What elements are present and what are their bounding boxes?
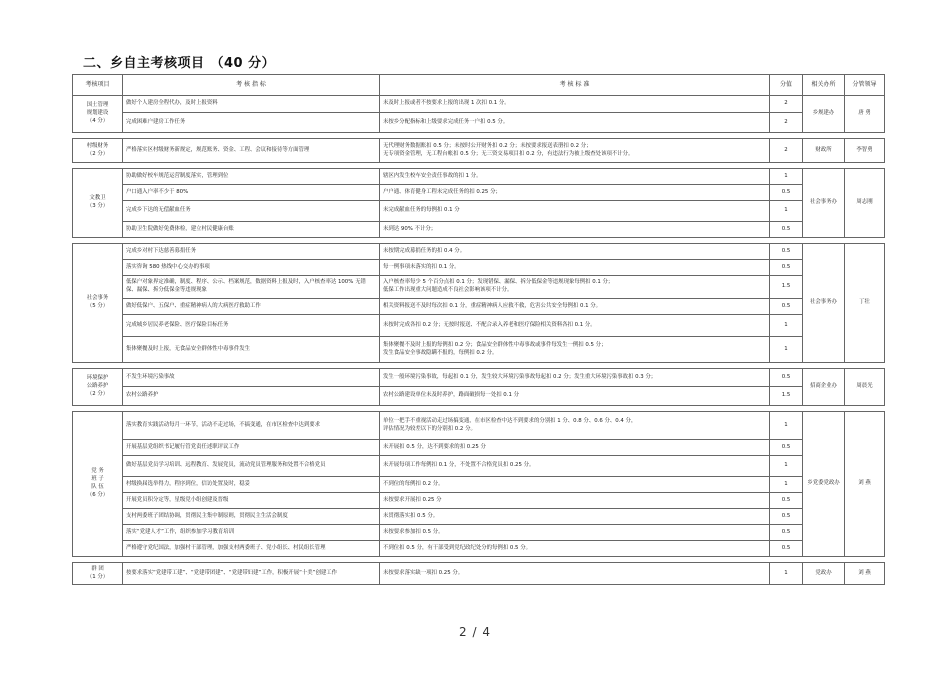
indicator-cell: 按要求落实“党建带工建”、“党建带团建”、“党建带妇建”工作，积极开展“十美”创建工作: [123, 563, 380, 585]
indicator-cell: 开展党员积分定等，星级党小组创建及晋级: [123, 493, 380, 509]
standard-cell: 辖区内发生校车安全责任事故的扣 1 分。: [380, 169, 770, 185]
standard-cell: 每一例事项未落实的扣 0.1 分。: [380, 260, 770, 276]
table-row: [73, 260, 885, 276]
score-cell: 1: [770, 201, 803, 222]
standard-cell: 未按期完成募捐任务的扣 0.4 分。: [380, 244, 770, 260]
indicator-cell: 完成乡下达的无偿献血任务: [123, 201, 380, 222]
score-cell: 0.5: [770, 299, 803, 315]
score-cell: 1: [770, 315, 803, 337]
indicator-cell: 落实“党建人才”工作，组织参加学习教育培训: [123, 525, 380, 541]
score-cell: 0.5: [770, 440, 803, 456]
group-name: 社会事务 （5 分）: [73, 244, 123, 363]
group-name: 国土管理 规划建设 （4 分）: [73, 96, 123, 133]
header-leader: 分管领导: [845, 75, 885, 96]
leader-cell: 周志刚: [845, 169, 885, 238]
standard-cell: 未开展每项工作每例扣 0.1 分，不处置不合格党员扣 0.25 分。: [380, 456, 770, 477]
table-row: [73, 387, 885, 406]
table-row: [73, 412, 885, 440]
office-cell: 社会事务办: [803, 244, 845, 363]
score-cell: 0.5: [770, 222, 803, 238]
indicator-cell: 协助做好校车规范运营制度落实，管理到位: [123, 169, 380, 185]
standard-cell: 未按要求落实缺一项扣 0.25 分。: [380, 563, 770, 585]
section-title: 二、乡自主考核项目: [83, 56, 205, 71]
table-row: [73, 222, 885, 238]
group-name: 党 务 班 子 队 伍 （6 分）: [73, 412, 123, 557]
indicator-cell: 完成城乡居民养老保险、医疗保险目标任务: [123, 315, 380, 337]
indicator-cell: 落实咨询 580 热线中心交办的事项: [123, 260, 380, 276]
score-cell: 0.5: [770, 509, 803, 525]
score-cell: 1: [770, 337, 803, 363]
table-row: [73, 563, 885, 585]
office-cell: 财政所: [803, 139, 845, 163]
indicator-cell: 农村公路养护: [123, 387, 380, 406]
header-item: 考核项目: [73, 75, 123, 96]
standard-cell: 入户核查率每少 5 个百分点扣 0.1 分；发现错保、漏保、拆分低保金等违规现象每例扣 0.1 分； 低保工作出现重大问题造成不良社会影响该项不计分。: [380, 276, 770, 299]
standard-cell: 不到位扣 0.5 分，有干部受到党纪政纪处分的每例扣 0.5 分。: [380, 541, 770, 557]
score-cell: 0.5: [770, 369, 803, 387]
standard-cell: 户户通、体育健身工程未完成任务的扣 0.25 分；: [380, 185, 770, 201]
score-cell: 1: [770, 477, 803, 493]
indicator-cell: 完成乡对村下达慈善募捐任务: [123, 244, 380, 260]
score-cell: 2: [770, 113, 803, 133]
table-row: [73, 315, 885, 337]
leader-cell: 周晨光: [845, 369, 885, 406]
leader-cell: 唐 勇: [845, 96, 885, 133]
leader-cell: 丁壮: [845, 244, 885, 363]
table-row: [73, 541, 885, 557]
table-row: [73, 276, 885, 299]
indicator-cell: 严格落实区村级财务新规定，规范账务、资金、工程、会议和接待等方面管理: [123, 139, 380, 163]
indicator-cell: 完成困难户建房工作任务: [123, 113, 380, 133]
office-cell: 招商企业办: [803, 369, 845, 406]
score-cell: 0.5: [770, 493, 803, 509]
table-row: [73, 456, 885, 477]
standard-cell: 单位一把手不重视活动走过场搞变通，在市区检查中达不到要求的分别扣 1 分、0.8 分、0.6 分、0.4 分， 评估情况为较差以下的分别扣 0.2 分。: [380, 412, 770, 440]
office-cell: 乡党委党政办: [803, 412, 845, 557]
header-standard: 考 核 标 准: [380, 75, 770, 96]
indicator-cell: 协助卫生院做好免费体检，建立村民健康台账: [123, 222, 380, 238]
indicator-cell: 低保户对象界定准确，制度、程序、公示、档案规范，数据资料上报及时，入户核查率达 100% 无错保、漏保、拆分低保金等违规现象: [123, 276, 380, 299]
indicator-cell: 支村两委班子团结协调，贯彻民主集中制原则，贯彻民主生活会制度: [123, 509, 380, 525]
section-heading: [83, 52, 275, 71]
standard-cell: 不到位的每例扣 0.2 分。: [380, 477, 770, 493]
standard-cell: 未按乡分配指标和上级要求完成任务一户扣 0.5 分。: [380, 113, 770, 133]
standard-cell: 集体聚餐不及时上报的每例扣 0.2 分；食品安全群体性中毒事故或事件每发生一例扣 0.5 分； 发生食品安全事故隐瞒不报的，每例扣 0.2 分。: [380, 337, 770, 363]
standard-cell: 未完成献血任务的每例扣 0.1 分: [380, 201, 770, 222]
table-row: [73, 299, 885, 315]
score-cell: 1.5: [770, 387, 803, 406]
indicator-cell: 做好个人建房全程代办，及时上报资料: [123, 96, 380, 113]
score-cell: 2: [770, 139, 803, 163]
standard-cell: 未按要求开展扣 0.25 分: [380, 493, 770, 509]
group-name: 文教卫 （3 分）: [73, 169, 123, 238]
indicator-cell: 落实教育实践活动每月一环节，活动不走过场，不搞变通，在市区检查中达到要求: [123, 412, 380, 440]
indicator-cell: 严格遵守党纪国法，加强村干部管理，加强支村两委班子、党小组长、村民组长管理: [123, 541, 380, 557]
score-cell: 1.5: [770, 276, 803, 299]
table-row: [73, 440, 885, 456]
table-row: [73, 201, 885, 222]
indicator-cell: 做好低保户、五保户、重症精神病人的大病医疗救助工作: [123, 299, 380, 315]
indicator-cell: 村级换届选举得力，程序到位，信访处置及时，稳妥: [123, 477, 380, 493]
leader-cell: 刘 燕: [845, 412, 885, 557]
table-row: [73, 96, 885, 113]
indicator-cell: 开展基层党组织书记履行管党责任述职评议工作: [123, 440, 380, 456]
standard-cell: 未及时上报或者不按要求上报的出现 1 次扣 0.1 分。: [380, 96, 770, 113]
standard-cell: 未到达 90% 不计分；: [380, 222, 770, 238]
standard-cell: 未按时完成各扣 0.2 分；无按时报送、不配合录入养老和医疗保险相关资料各扣 0.1 分。: [380, 315, 770, 337]
score-cell: 1: [770, 456, 803, 477]
table-row: [73, 337, 885, 363]
standard-cell: 无代理财务数据账扣 0.5 分；未按时公开财务扣 0.2 分；未按要求报送表册扣 0.2 分； 无专项资金管理，无工程台帐扣 0.5 分；无三资交易项目扣 0.2 分，有违法行为被上级查处该项不计分。: [380, 139, 770, 163]
group-name: 环境保护 公路养护 （2 分）: [73, 369, 123, 406]
office-cell: 党政办: [803, 563, 845, 585]
leader-cell: 刘 燕: [845, 563, 885, 585]
standard-cell: 未贯彻落实扣 0.5 分。: [380, 509, 770, 525]
indicator-cell: 不发生环境污染事故: [123, 369, 380, 387]
score-cell: 1: [770, 412, 803, 440]
indicator-cell: 集体聚餐及时上报，无食品安全群体性中毒事件发生: [123, 337, 380, 363]
table-header-row: [73, 75, 885, 96]
indicator-cell: 户口通入户率不少于 80%: [123, 185, 380, 201]
table-row: [73, 493, 885, 509]
office-cell: 社会事务办: [803, 169, 845, 238]
standard-cell: 农村公路建设单位未及时养护，路面破损每一处扣 0.1 分: [380, 387, 770, 406]
score-cell: 1: [770, 169, 803, 185]
table-row: [73, 369, 885, 387]
table-row: [73, 477, 885, 493]
page-number: 2 / 4: [459, 625, 491, 639]
table-row: [73, 185, 885, 201]
table-row: [73, 139, 885, 163]
standard-cell: 未开展扣 0.5 分，达不到要求的扣 0.25 分: [380, 440, 770, 456]
office-cell: 乡规建办: [803, 96, 845, 133]
score-cell: 0.5: [770, 185, 803, 201]
table-row: [73, 509, 885, 525]
table-row: [73, 244, 885, 260]
table-row: [73, 113, 885, 133]
score-cell: 1: [770, 563, 803, 585]
group-name: 村级财务 （2 分）: [73, 139, 123, 163]
section-score: （40 分）: [210, 56, 276, 71]
score-cell: 0.5: [770, 260, 803, 276]
score-cell: 0.5: [770, 541, 803, 557]
score-cell: 0.5: [770, 525, 803, 541]
header-indicator: 考 核 指 标: [123, 75, 380, 96]
indicator-cell: 做好基层党员学习培训、远程教育、发展党员，流动党员管理服务和处置不合格党员: [123, 456, 380, 477]
table-row: [73, 525, 885, 541]
assessment-table: [72, 74, 885, 585]
header-office: 相关办所: [803, 75, 845, 96]
standard-cell: 发生一般环境污染事故，每起扣 0.1 分，发生较大环境污染事故每起扣 0.2 分；发生重大环境污染事故扣 0.3 分；: [380, 369, 770, 387]
group-name: 群 团 （1 分）: [73, 563, 123, 585]
score-cell: 0.5: [770, 244, 803, 260]
header-score: 分值: [770, 75, 803, 96]
table-row: [73, 169, 885, 185]
standard-cell: 未按要求参加扣 0.5 分。: [380, 525, 770, 541]
standard-cell: 相关资料报送不及时每次扣 0.1 分，重症精神病人应救不救，危害公共安全每例扣 0.1 分。: [380, 299, 770, 315]
leader-cell: 李智勇: [845, 139, 885, 163]
score-cell: 2: [770, 96, 803, 113]
